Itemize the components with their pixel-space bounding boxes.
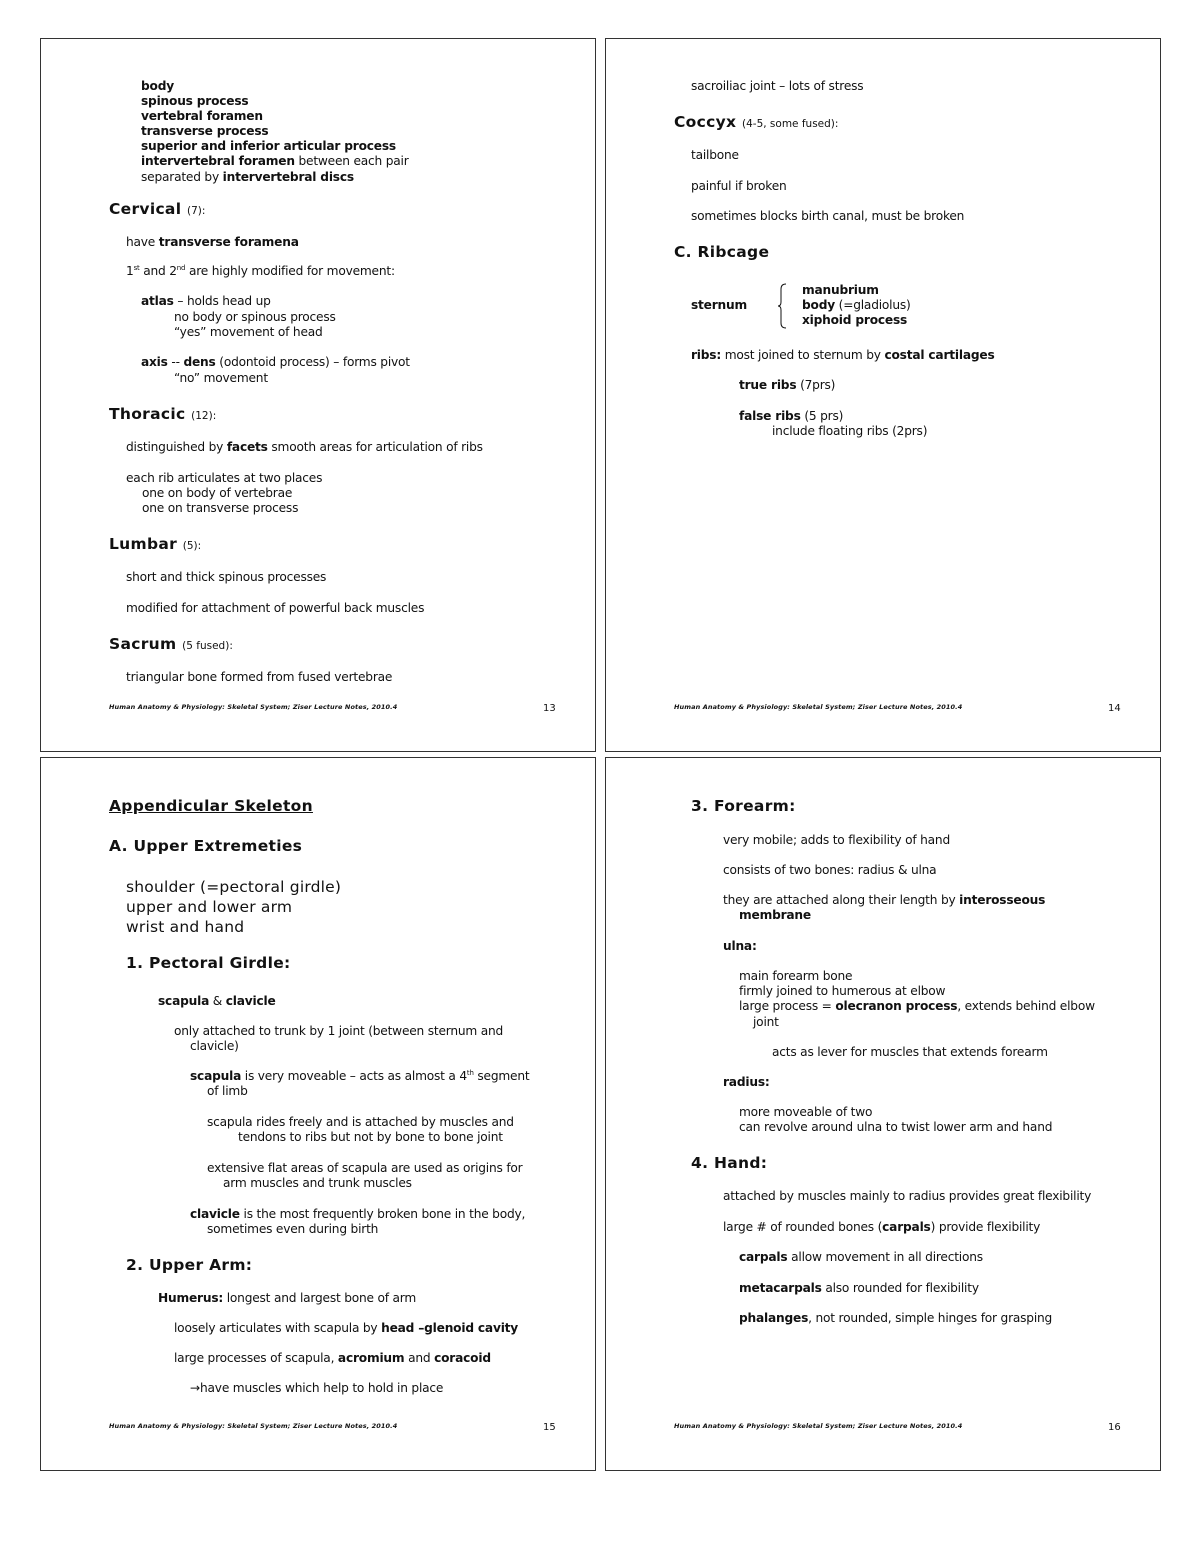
clavicle-line: clavicle is the most frequently broken bone in the body,	[190, 1207, 526, 1221]
false-ribs: false ribs (5 prs)	[739, 409, 844, 423]
metacarpals-line: metacarpals also rounded for flexibility	[739, 1281, 979, 1295]
scapula-rides-2: tendons to ribs but not by bone to bone joint	[238, 1130, 503, 1144]
axis-line: axis -- dens (odontoid process) – forms pivot	[141, 355, 410, 369]
lumbar-heading: Lumbar (5):	[109, 535, 202, 553]
list-vert-foramen: vertebral foramen	[141, 109, 263, 123]
big-line-2: upper and lower arm	[126, 898, 293, 916]
ribcage-heading: C. Ribcage	[674, 243, 770, 261]
page-number: 16	[1108, 1422, 1121, 1433]
manubrium: manubrium	[802, 283, 879, 297]
page-number: 15	[543, 1422, 556, 1433]
list-spinous: spinous process	[141, 94, 249, 108]
page-footer: Human Anatomy & Physiology: Skeletal System; Ziser Lecture Notes, 2010.4	[674, 1422, 963, 1430]
page-number: 14	[1108, 703, 1121, 714]
ulna-l1: main forearm bone	[739, 969, 853, 983]
list-transverse: transverse process	[141, 124, 269, 138]
scapula-clavicle: scapula & clavicle	[158, 994, 276, 1008]
atlas-line-2: no body or spinous process	[174, 310, 336, 324]
thoracic-l1: each rib articulates at two places	[126, 471, 323, 485]
ulna-l2: firmly joined to humerous at elbow	[739, 984, 946, 998]
page-14	[605, 38, 1161, 752]
scapula-moveable: scapula is very moveable – acts as almost a 4th segment	[190, 1068, 530, 1083]
section-a-heading: A. Upper Extremeties	[109, 837, 303, 855]
ribs-line: ribs: most joined to sternum by costal cartilages	[691, 348, 995, 362]
page-footer: Human Anatomy & Physiology: Skeletal System; Ziser Lecture Notes, 2010.4	[109, 1422, 398, 1430]
atlas-line: atlas – holds head up	[141, 294, 271, 308]
sacrum-l1: triangular bone formed from fused vertebrae	[126, 670, 393, 684]
big-line-3: wrist and hand	[126, 918, 245, 936]
page-footer: Human Anatomy & Physiology: Skeletal System; Ziser Lecture Notes, 2010.4	[109, 703, 398, 711]
coccyx-heading: Coccyx (4-5, some fused):	[674, 113, 839, 131]
lumbar-l1: short and thick spinous processes	[126, 570, 327, 584]
loosely-line: loosely articulates with scapula by head –glenoid cavity	[174, 1321, 519, 1335]
brace-icon	[777, 283, 787, 329]
forearm-l2: consists of two bones: radius & ulna	[723, 863, 937, 877]
forearm-l3: they are attached along their length by interosseous	[723, 893, 1046, 907]
thoracic-facets: distinguished by facets smooth areas for articulation of ribs	[126, 440, 483, 454]
carpals-line: carpals allow movement in all directions	[739, 1250, 983, 1264]
extensive-2: arm muscles and trunk muscles	[223, 1176, 412, 1190]
list-articular: superior and inferior articular process	[141, 139, 396, 153]
phalanges-line: phalanges, not rounded, simple hinges for grasping	[739, 1311, 1053, 1325]
coccyx-l1: tailbone	[691, 148, 739, 162]
ulna-l4: acts as lever for muscles that extends forearm	[772, 1045, 1048, 1059]
xiphoid: xiphoid process	[802, 313, 908, 327]
page-footer: Human Anatomy & Physiology: Skeletal System; Ziser Lecture Notes, 2010.4	[674, 703, 963, 711]
section-title: Appendicular Skeleton	[109, 797, 313, 815]
sacroiliac-line: sacroiliac joint – lots of stress	[691, 79, 864, 93]
radius-l2: can revolve around ulna to twist lower arm and hand	[739, 1120, 1053, 1134]
sternum-label: sternum	[691, 298, 748, 312]
hand-l1: attached by muscles mainly to radius provides great flexibility	[723, 1189, 1092, 1203]
thoracic-heading: Thoracic (12):	[109, 405, 217, 423]
floating-ribs: include floating ribs (2prs)	[772, 424, 928, 438]
separated-line: separated by intervertebral discs	[141, 170, 354, 184]
coccyx-l3: sometimes blocks birth canal, must be broken	[691, 209, 965, 223]
true-ribs: true ribs (7prs)	[739, 378, 836, 392]
only-attached-2: clavicle)	[190, 1039, 239, 1053]
big-line-1: shoulder (=pectoral girdle)	[126, 878, 342, 896]
foramen-line: intervertebral foramen between each pair	[141, 154, 409, 168]
thoracic-l3: one on transverse process	[142, 501, 299, 515]
hand-heading: 4. Hand:	[691, 1154, 768, 1172]
page-16	[605, 757, 1161, 1471]
upper-arm-heading: 2. Upper Arm:	[126, 1256, 253, 1274]
list-body: body	[141, 79, 174, 93]
arrow-muscles: →have muscles which help to hold in place	[190, 1381, 444, 1395]
thoracic-l2: one on body of vertebrae	[142, 486, 293, 500]
page-15	[40, 757, 596, 1471]
body-gladiolus: body (=gladiolus)	[802, 298, 911, 312]
page-13	[40, 38, 596, 752]
humerus-line: Humerus: longest and largest bone of arm	[158, 1291, 417, 1305]
cervical-have: have transverse foramena	[126, 235, 299, 249]
forearm-l1: very mobile; adds to flexibility of hand	[723, 833, 950, 847]
radius-heading: radius:	[723, 1075, 770, 1089]
large-processes: large processes of scapula, acromium and coracoid	[174, 1351, 491, 1365]
cervical-heading: Cervical (7):	[109, 200, 206, 218]
ulna-l3b: joint	[753, 1015, 779, 1029]
scapula-moveable-2: of limb	[207, 1084, 248, 1098]
extensive-1: extensive flat areas of scapula are used as origins for	[207, 1161, 523, 1175]
only-attached-1: only attached to trunk by 1 joint (between sternum and	[174, 1024, 504, 1038]
page-number: 13	[543, 703, 556, 714]
scapula-rides-1: scapula rides freely and is attached by muscles and	[207, 1115, 514, 1129]
sacrum-heading: Sacrum (5 fused):	[109, 635, 233, 653]
cervical-modified: 1st and 2nd are highly modified for movement:	[126, 263, 395, 278]
ulna-l3: large process = olecranon process, extends behind elbow	[739, 999, 1095, 1013]
ulna-heading: ulna:	[723, 939, 757, 953]
hand-l2: large # of rounded bones (carpals) provide flexibility	[723, 1220, 1041, 1234]
lumbar-l2: modified for attachment of powerful back muscles	[126, 601, 425, 615]
pectoral-heading: 1. Pectoral Girdle:	[126, 954, 291, 972]
radius-l1: more moveable of two	[739, 1105, 873, 1119]
forearm-heading: 3. Forearm:	[691, 797, 796, 815]
atlas-line-3: “yes” movement of head	[174, 325, 323, 339]
clavicle-line-2: sometimes even during birth	[207, 1222, 379, 1236]
forearm-l3b: membrane	[739, 908, 811, 922]
coccyx-l2: painful if broken	[691, 179, 787, 193]
axis-line-2: “no” movement	[174, 371, 268, 385]
